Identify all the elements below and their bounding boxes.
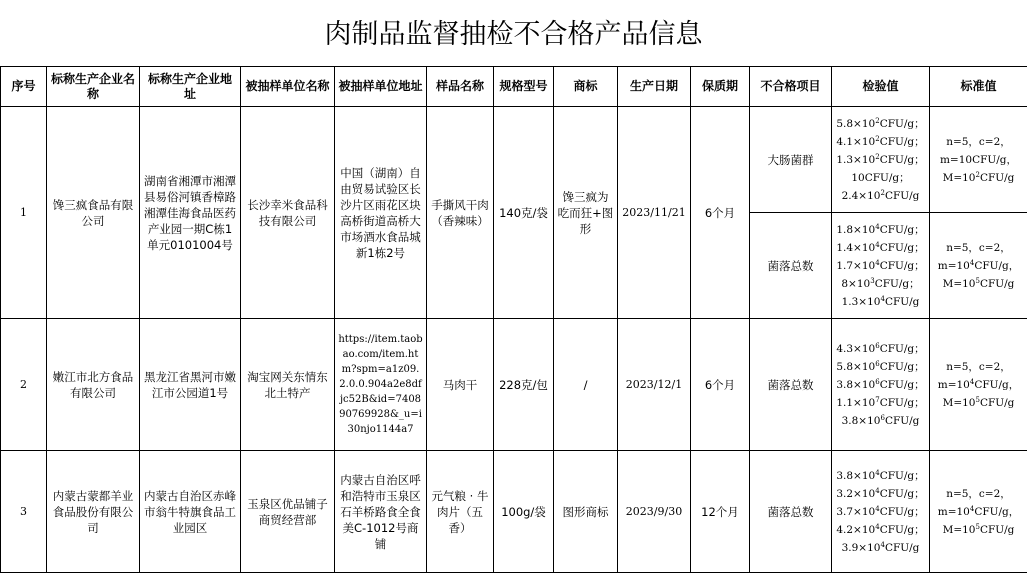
header-cell: 规格型号 [494,67,554,107]
header-cell: 被抽样单位地址 [335,67,427,107]
value-line: $4.3\times 10^6CFU/g$； [835,340,926,358]
failed-item: 菌落总数 [750,319,832,451]
header-cell: 检验值 [832,67,930,107]
header-cell: 标称生产企业名称 [47,67,140,107]
test-values [832,451,930,573]
shelf-life: 12个月 [691,451,750,573]
standard-values [930,319,1027,451]
value-line: $1.3\times 10^2CFU/g$； [835,151,926,169]
standard-values [930,451,1027,573]
standard-line: $M=10^2CFU/g$ [933,169,1024,187]
standard-line: n=5，c=2， [933,133,1024,151]
sampled-unit-name: 长沙幸米食品科技有限公司 [241,107,335,319]
header-cell: 保质期 [691,67,750,107]
spec: 100g/袋 [494,451,554,573]
value-line: $5.8\times 10^2CFU/g$； [835,115,926,133]
header-cell: 标准值 [930,67,1027,107]
value-line: $8\times 10^3CFU/g$； [835,275,926,293]
shelf-life: 6个月 [691,107,750,319]
standard-line: $m=10^4CFU/g$， [933,257,1024,275]
production-date: 2023/12/1 [618,319,691,451]
test-values [832,213,930,319]
value-line: $1.3\times 10^4CFU/g$ [835,293,926,311]
header-cell: 生产日期 [618,67,691,107]
standard-line: m=10CFU/g， [933,151,1024,169]
value-line: 10CFU/g； [835,169,926,187]
sampled-unit-address: https://item.taobao.com/item.htm?spm=a1z09.2.0.0.904a2e8dfjc52B&id=740890769928&_u=i30njo1144a7 [335,319,427,451]
failed-item: 菌落总数 [750,213,832,319]
sampled-unit-name: 玉泉区优品铺子商贸经营部 [241,451,335,573]
header-cell: 标称生产企业地址 [140,67,241,107]
row-number: 1 [1,107,47,319]
failed-item: 大肠菌群 [750,107,832,213]
standard-values [930,213,1027,319]
value-line: $3.9\times 10^4CFU/g$ [835,539,926,557]
standard-line: $M=10^5CFU/g$ [933,521,1024,539]
producer-address: 黑龙江省黑河市嫩江市公园道1号 [140,319,241,451]
header-cell: 不合格项目 [750,67,832,107]
value-line: $2.4\times 10^2CFU/g$ [835,187,926,205]
standard-line: $M=10^5CFU/g$ [933,275,1024,293]
table-row [1,319,1027,451]
test-values [832,107,930,213]
table-row [1,451,1027,573]
header-cell: 商标 [554,67,618,107]
standard-values [930,107,1027,213]
table-row [1,107,1027,213]
standard-line: n=5，c=2， [933,485,1024,503]
spec: 228克/包 [494,319,554,451]
header-cell: 被抽样单位名称 [241,67,335,107]
standard-line: $m=10^4CFU/g$， [933,503,1024,521]
value-line: $3.8\times 10^4CFU/g$； [835,467,926,485]
sampled-unit-address: 内蒙古自治区呼和浩特市玉泉区石羊桥路食全食美C-1012号商铺 [335,451,427,573]
brand: 图形商标 [554,451,618,573]
sample-name: 元气粮 · 牛肉片（五香） [427,451,494,573]
standard-line: n=5，c=2， [933,239,1024,257]
spec: 140克/袋 [494,107,554,319]
table-header-row [1,67,1027,107]
value-line: $3.7\times 10^4CFU/g$； [835,503,926,521]
value-line: $1.8\times 10^4CFU/g$； [835,221,926,239]
results-table [0,66,1027,573]
producer-name: 馋三疯食品有限公司 [47,107,140,319]
standard-line: n=5，c=2， [933,358,1024,376]
value-line: $3.8\times 10^6CFU/g$； [835,376,926,394]
shelf-life: 6个月 [691,319,750,451]
producer-name: 嫩江市北方食品有限公司 [47,319,140,451]
brand: 馋三疯为吃而狂+图形 [554,107,618,319]
value-line: $5.8\times 10^6CFU/g$； [835,358,926,376]
row-number: 2 [1,319,47,451]
failed-item: 菌落总数 [750,451,832,573]
value-line: $1.4\times 10^4CFU/g$； [835,239,926,257]
producer-name: 内蒙古蒙都羊业食品股份有限公司 [47,451,140,573]
value-line: $3.8\times 10^6CFU/g$ [835,412,926,430]
value-line: $1.7\times 10^4CFU/g$； [835,257,926,275]
producer-address: 湖南省湘潭市湘潭县易俗河镇香樟路湘潭佳海食品医药产业园一期C栋1单元0101004号 [140,107,241,319]
producer-address: 内蒙古自治区赤峰市翁牛特旗食品工业园区 [140,451,241,573]
value-line: $4.1\times 10^2CFU/g$； [835,133,926,151]
header-cell: 序号 [1,67,47,107]
brand: / [554,319,618,451]
test-values [832,319,930,451]
production-date: 2023/11/21 [618,107,691,319]
sampled-unit-name: 淘宝网关东情东北土特产 [241,319,335,451]
value-line: $3.2\times 10^4CFU/g$； [835,485,926,503]
sampled-unit-address: 中国（湖南）自由贸易试验区长沙片区雨花区块高桥街道高桥大市场酒水食品城新1栋2号 [335,107,427,319]
standard-line: $M=10^5CFU/g$ [933,394,1024,412]
value-line: $1.1\times 10^7CFU/g$； [835,394,926,412]
sample-name: 马肉干 [427,319,494,451]
sample-name: 手撕风干肉（香辣味） [427,107,494,319]
production-date: 2023/9/30 [618,451,691,573]
value-line: $4.2\times 10^4CFU/g$； [835,521,926,539]
standard-line: $m=10^4CFU/g$， [933,376,1024,394]
page-title: 肉制品监督抽检不合格产品信息 [0,0,1027,66]
header-cell: 样品名称 [427,67,494,107]
row-number: 3 [1,451,47,573]
